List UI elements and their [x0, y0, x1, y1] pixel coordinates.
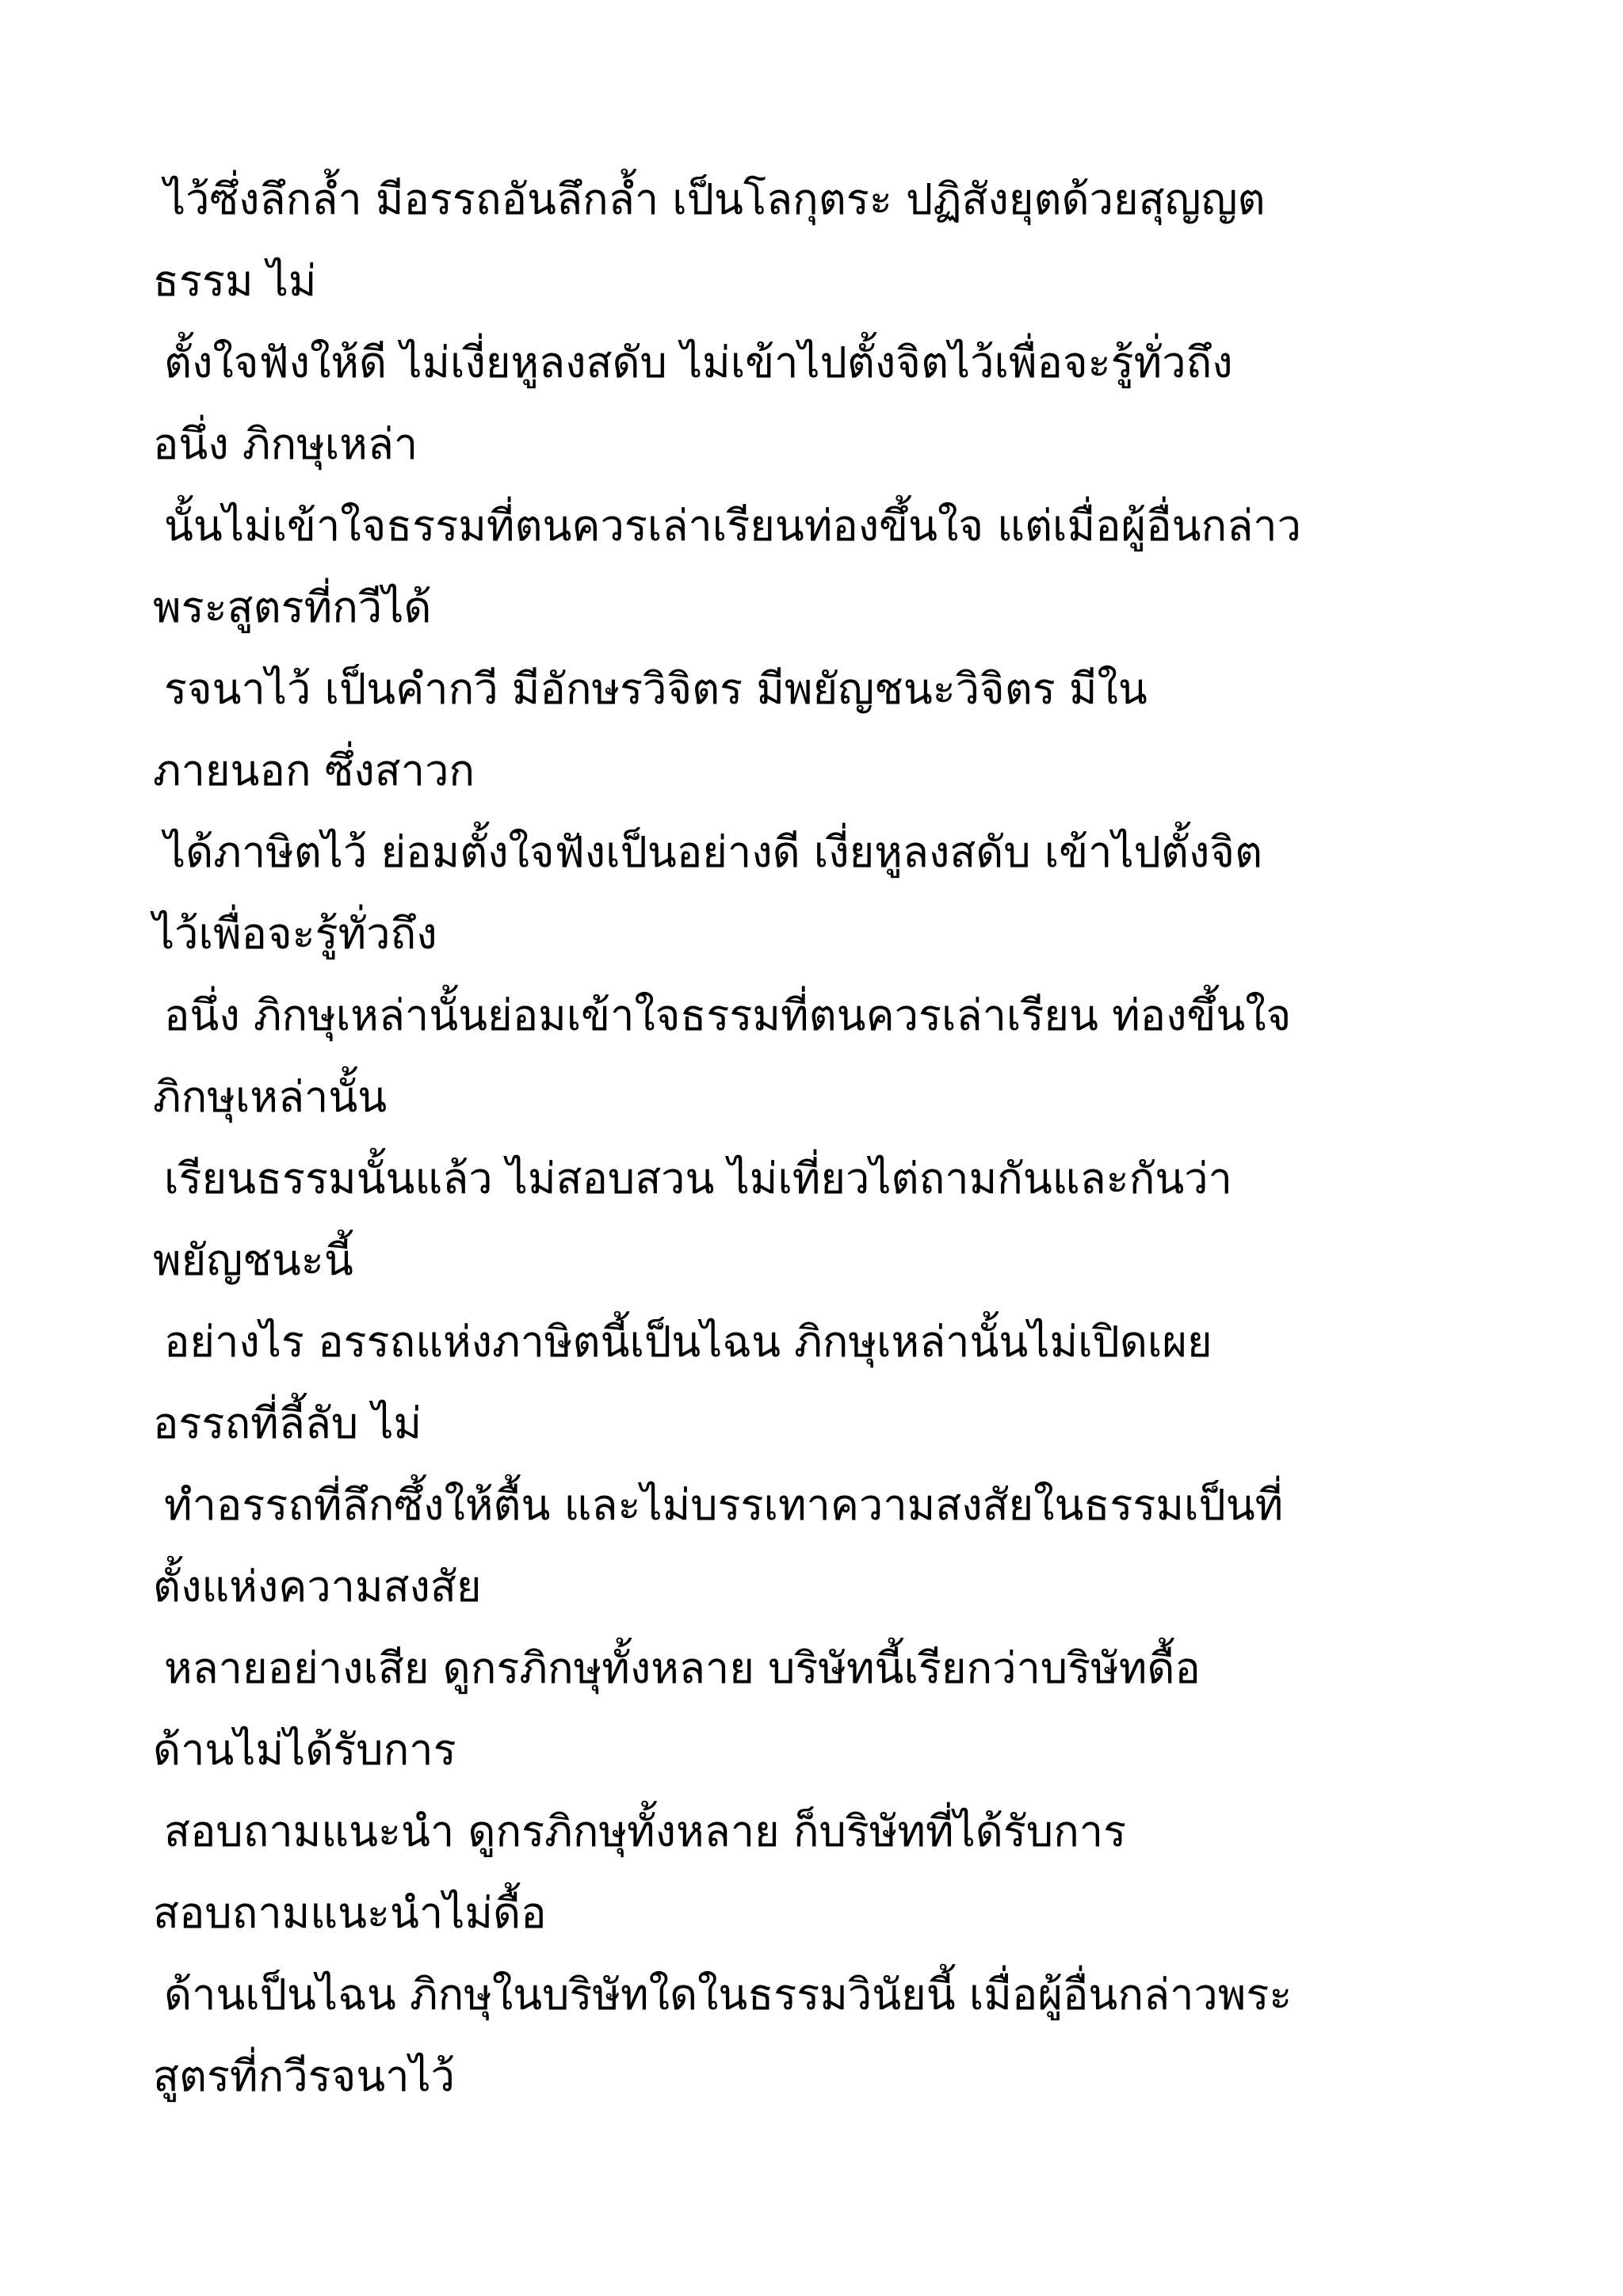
text-line: ตั้งแห่งความสงสัย [153, 1562, 482, 1611]
text-line: นั้นไม่เข้าใจธรรมที่ตนควรเล่าเรียนท่องขึ้นใจ แต่เมื่อผู้อื่นกล่าว [164, 501, 1301, 551]
text-line: อนึ่ง ภิกษุเหล่านั้นย่อมเข้าใจธรรมที่ตนควรเล่าเรียน ท่องขึ้นใจ [164, 990, 1292, 1040]
text-line: พยัญชนะนี้ [153, 1235, 353, 1285]
text-line: สูตรที่กวีรจนาไว้ [153, 2051, 456, 2101]
text-line: สอบถามแนะนำ ดูกรภิกษุทั้งหลาย ก็บริษัทที่ได้รับการ [164, 1806, 1127, 1856]
text-line: สอบถามแนะนำไม่ดื้อ [153, 1888, 547, 1938]
text-line: รจนาไว้ เป็นคำกวี มีอักษรวิจิตร มีพยัญชนะวิจิตร มีใน [164, 664, 1148, 714]
text-line: ด้านเป็นไฉน ภิกษุในบริษัทใดในธรรมวินัยนี้ เมื่อผู้อื่นกล่าวพระ [164, 1970, 1293, 2019]
text-line: หลายอย่างเสีย ดูกรภิกษุทั้งหลาย บริษัทนี้เรียกว่าบริษัทดื้อ [164, 1643, 1201, 1693]
text-line: อนึ่ง ภิกษุเหล่า [153, 419, 418, 469]
text-line: อย่างไร อรรถแห่งภาษิตนี้เป็นไฉน ภิกษุเหล่านั้นไม่เปิดเผย [164, 1317, 1212, 1367]
text-line: พระสูตรที่กวีได้ [153, 582, 432, 632]
text-line: เรียนธรรมนั้นแล้ว ไม่สอบสวน ไม่เที่ยวไต่ถามกันและกันว่า [164, 1154, 1232, 1203]
text-line: ได้ภาษิตไว้ ย่อมตั้งใจฟังเป็นอย่างดี เงี่ยหูลงสดับ เข้าไปตั้งจิต [164, 827, 1263, 877]
text-line: ด้านไม่ได้รับการ [153, 1725, 456, 1775]
text-line: ไว้ซึ่งลึกล้ำ มีอรรถอันลึกล้ำ เป็นโลกุตระ ปฏิสังยุตด้วยสุญญต [164, 174, 1266, 224]
text-line: ธรรม ไม่ [153, 256, 317, 306]
text-line: ตั้งใจฟังให้ดี ไม่เงี่ยหูลงสดับ ไม่เข้าไปตั้งจิตไว้เพื่อจะรู้ทั่วถึง [164, 338, 1233, 387]
body-text [153, 158, 1500, 2117]
text-line: ภายนอก ซึ่งสาวก [153, 746, 475, 795]
text-line: ภิกษุเหล่านั้น [153, 1072, 388, 1122]
text-line: ทำอรรถที่ลึกซึ้งให้ตื้น และไม่บรรเทาความสงสัยในธรรมเป็นที่ [164, 1480, 1284, 1530]
text-line: อรรถที่ลี้ลับ ไม่ [153, 1398, 422, 1448]
text-line: ไว้เพื่อจะรู้ทั่วถึง [153, 909, 437, 959]
